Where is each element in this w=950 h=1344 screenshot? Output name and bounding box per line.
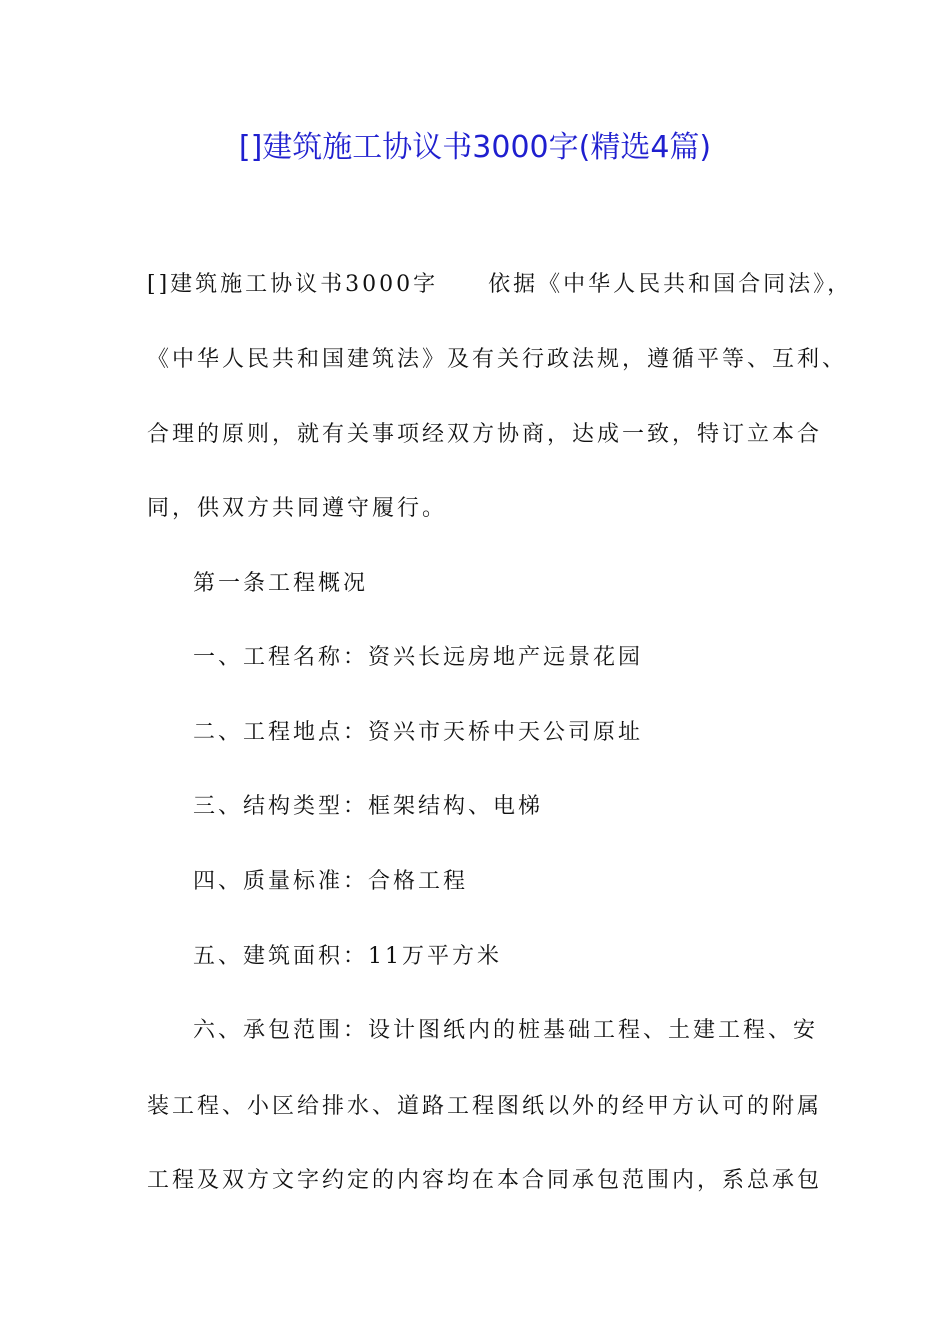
list-item-quality-standard: 四、质量标准：合格工程 xyxy=(193,869,469,894)
section-heading: 第一条工程概况 xyxy=(193,571,369,596)
paragraph-line-scope-2: 装工程、小区给排水、道路工程图纸以外的经甲方认可的附属 xyxy=(147,1094,823,1119)
paragraph-line-1: []建筑施工协议书3000字 依据《中华人民共和国合同法》， xyxy=(147,272,853,297)
list-item-structure-type: 三、结构类型：框架结构、电梯 xyxy=(193,794,544,819)
list-item-building-area: 五、建筑面积：11万平方米 xyxy=(193,944,502,969)
paragraph-line-4: 同，供双方共同遵守履行。 xyxy=(147,496,448,521)
list-item-contract-scope: 六、承包范围：设计图纸内的桩基础工程、土建工程、安 xyxy=(193,1018,819,1043)
document-title: []建筑施工协议书3000字(精选4篇) xyxy=(238,130,712,165)
paragraph-line-3: 合理的原则，就有关事项经双方协商，达成一致，特订立本合 xyxy=(147,422,823,447)
paragraph-line-2: 《中华人民共和国建筑法》及有关行政法规，遵循平等、互利、 xyxy=(147,347,848,372)
paragraph-line-scope-3: 工程及双方文字约定的内容均在本合同承包范围内，系总承包 xyxy=(147,1168,823,1193)
list-item-project-name: 一、工程名称：资兴长远房地产远景花园 xyxy=(193,645,644,670)
list-item-project-location: 二、工程地点：资兴市天桥中天公司原址 xyxy=(193,720,644,745)
